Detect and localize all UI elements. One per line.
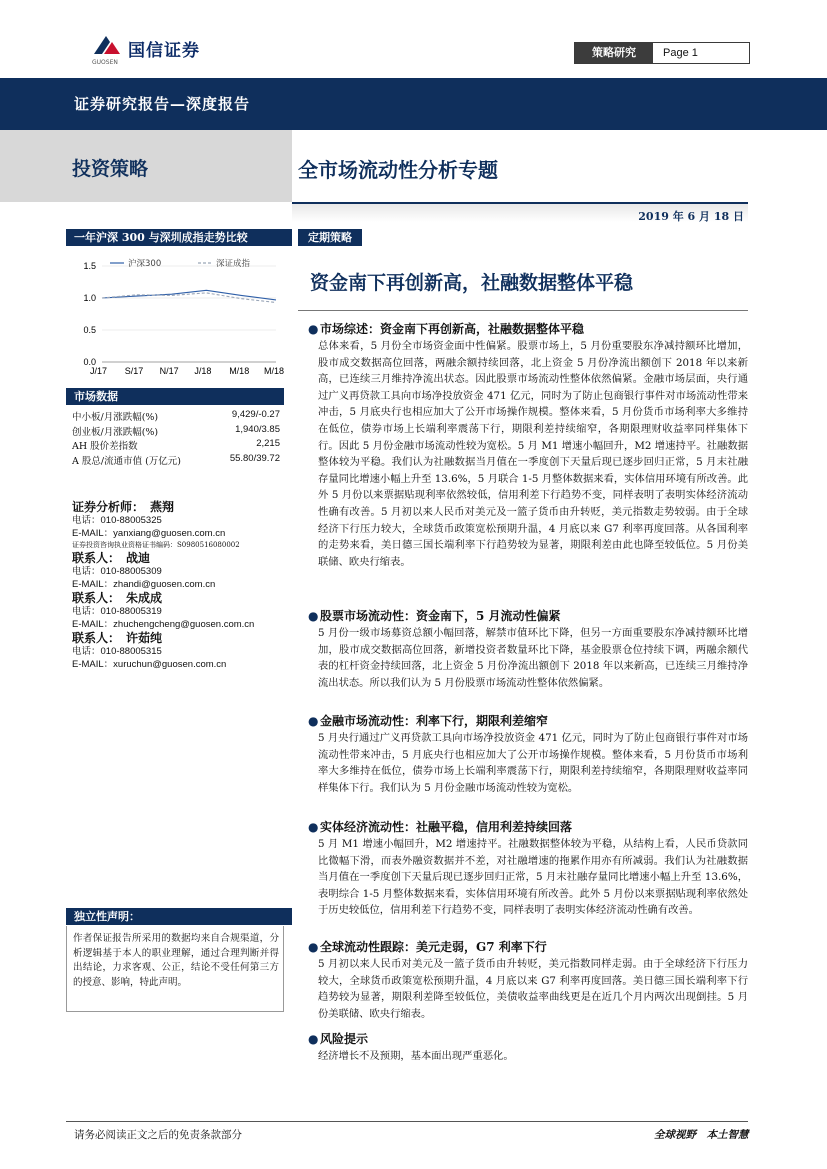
contact-email[interactable]: E-MAIL：xuruchun@guosen.com.cn (72, 658, 227, 670)
contact-role: 联系人： (72, 631, 121, 645)
x-tick-label: S/17 (124, 366, 144, 376)
page-number: Page 1 (663, 47, 698, 59)
category-band (0, 130, 292, 202)
bullet-icon: ● (308, 609, 319, 623)
contact-name: 燕翔 (150, 500, 175, 514)
market-data-value: 9,429/-0.27 (231, 409, 280, 420)
contact-phone: 电话：010-88005325 (72, 515, 162, 526)
contact-name: 朱成成 (126, 591, 163, 605)
market-data-label: 创业板/月涨跌幅(%) (72, 426, 159, 438)
legend-label: 深证成指 (216, 259, 251, 269)
y-tick-label: 1.0 (83, 293, 96, 303)
bullet-icon: ● (308, 820, 319, 834)
body-section (308, 320, 748, 570)
market-data-label: 中小板/月涨跌幅(%) (72, 412, 159, 423)
report-type: 证券研究报告—深度报告 (74, 95, 251, 113)
logo-text-en: GUOSEN (92, 59, 118, 66)
section-heading (308, 818, 748, 836)
bullet-icon: ● (308, 940, 319, 954)
section-title: 全球流动性跟踪：美元走弱，G7 利率下行 (320, 940, 547, 954)
section-text: 5 月央行通过广义再贷款工具向市场净投放资金 471 亿元，同时为了防止包商银行事件对市场流动性带来冲击，5 月底央行也相应加大了公开市场操作规模。整体来看，5 月份货币市场利率大多维持在低位，债券市场上长端利率震荡下行，期限利差持续缩窄，各期限理财收益率同样集体下行。我们认为 5 月份金融市场流动性较为宽松。 (318, 732, 748, 794)
section-text: 5 月份一级市场募资总额小幅回落，解禁市值环比下降，但另一方面重要股东净减持额环比增加，股市成交数据高位回落，新增投资者数量环比下降，基金股票仓位持续下调，两融余额代表的杠杆资金持续回落，北上资金 5 月份净流出额创下 2018 年以来新高，已连续三月维持净流出状态。所以我们认为 5 月份股票市场流动性整体依然偏紧。 (318, 627, 748, 689)
market-data-label: AH 股价差指数 (72, 441, 138, 452)
market-data-label: A 股总/流通市值 (万亿元) (72, 455, 182, 467)
bullet-icon: ● (308, 322, 319, 336)
independence-heading: 独立性声明： (66, 908, 292, 925)
report-kind-badge: 定期策略 (298, 229, 362, 246)
contact-heading (72, 551, 292, 566)
contact-email[interactable]: E-MAIL：zhandi@guosen.com.cn (72, 578, 216, 590)
section-text: 5 月 M1 增速小幅回升，M2 增速持平。社融数据整体较为平稳，从结构上看，人民币贷款同比微幅下滑，而表外融资数据并不差，对社融增速的拖累作用亦有所减弱。我们认为社融数据当月值在一季度创下天量后现已逐步回归正常，5 月末社融存量同比增速小幅上升至 13.6%，表明综合 1-5 月整体数据来看，实体信用环境有所改善。此外 5 月份以来票据贴现利率依然处于历史较低位，信用利差下行趋势不变，同样表明了表明实体经济流动性确有改善。 (318, 838, 748, 917)
market-data-heading: 市场数据 (66, 388, 284, 405)
contact-role: 证券分析师： (72, 500, 145, 514)
contact-heading (72, 500, 292, 515)
market-data-section (66, 388, 284, 465)
report-type-bar (0, 78, 827, 130)
report-tag (574, 42, 750, 64)
contact-role: 联系人： (72, 551, 121, 565)
independence-text: 作者保证报告所采用的数据均来自合规渠道，分析逻辑基于本人的职业理解，通过合理判断并得出结论，力求客观、公正，结论不受任何第三方的授意、影响，特此声明。 (73, 933, 279, 988)
section-title: 股票市场流动性：资金南下，5 月流动性偏紧 (320, 609, 561, 623)
contact-email[interactable]: E-MAIL：zhuchengcheng@guosen.com.cn (72, 618, 255, 630)
report-title: 全市场流动性分析专题 (298, 158, 498, 182)
category-title: 投资策略 (72, 158, 149, 180)
headline: 资金南下再创新高，社融数据整体平稳 (310, 272, 634, 294)
index-comparison-chart (66, 250, 284, 380)
contact-phone: 电话：010-88005319 (72, 606, 162, 617)
x-tick-label: J/18 (194, 366, 212, 376)
contacts-section (72, 500, 292, 671)
section-heading (308, 320, 748, 338)
body-section (308, 1030, 748, 1065)
contact-name: 战迪 (126, 551, 151, 565)
tag-label: 策略研究 (575, 43, 653, 63)
x-tick-label: J/17 (90, 366, 108, 376)
contact-cert: 证券投资咨询执业资格证书编码：S0980516080002 (72, 541, 240, 549)
logo-text: 国信证券 (128, 41, 200, 61)
date-bar (292, 202, 748, 222)
market-data-table (66, 405, 284, 465)
y-tick-label: 0.5 (83, 325, 96, 335)
section-text: 5 月初以来人民币对美元及一篮子货币由升转贬，美元指数同样走弱。由于全球经济下行压力较大，全球货币政策宽松预期升温，4 月底以来 G7 利率再度回落。美日德三国长端利率下行趋势较为显著，期限利差降至较低位，美债收益率曲线更是在近几个月内两次出现倒挂。5 月份美联储、欧央行缩表。 (318, 958, 748, 1020)
market-data-value: 55.80/39.72 (229, 452, 280, 464)
slogan: 全球视野 本土智慧 (654, 1129, 749, 1141)
section-heading (308, 938, 748, 956)
x-tick-label: N/17 (159, 366, 179, 376)
section-heading (308, 712, 748, 730)
body-section (308, 712, 748, 796)
section-title: 市场综述：资金南下再创新高，社融数据整体平稳 (320, 322, 585, 336)
x-tick-label: M/18 (229, 366, 250, 376)
section-text: 总体来看，5 月份全市场资金面中性偏紧。股票市场上，5 月份重要股东净减持额环比增加，股市成交数据高位回落，两融余额持续回落，北上资金 5 月份净流出额创下 2018 年以来新高，已连续三月维持净流出状态。因此股票市场流动性整体依然偏紧。金融市场层面，央行通过广义再贷款工具向市场净投放资金 471 亿元，同时为了防止包商银行事件对市场流动性带来冲击，5 月底央行也相应加大了公开市场操作规模。整体来看，5 月份货币市场利率大多维持在低位，债券市场上长端利率震荡下行，期限利差持续缩窄，各期限理财收益率同样集体下行。因此 5 月份金融市场流动性较为宽松。5 月 M1 增速小幅回升，M2 增速持平。社融数据整体较为平稳。我们认为社融数据当月值在一季度创下天量后现已逐步回归正常，5 月末社融存量同比增速小幅上升至 13.6%，5 月联合 1-5 月整体数据来看，实体信用环境有所改善。此外 5 月份以来票据贴现利率依然较低，信用利差下行趋势不变，同样表明了表明实体经济流动性确有改善。5 月初以来人民币对美元及一篮子货币由升转贬，美元指数走势较弱。由于全球经济下行压力较大，全球货币政策宽松预期升温，4 月底以来 G7 利率再度回落。从各国利率的走势来看，美日德三国长端利率下行趋势较为显著，期限利差由此也降至较低位。5 月份美联储、欧央行缩表。 (318, 340, 748, 568)
bullet-icon: ● (308, 714, 319, 728)
chart-heading: 一年沪深 300 与深圳成指走势比较 (66, 229, 292, 246)
legend-label: 沪深300 (128, 259, 162, 269)
y-tick-label: 0.0 (83, 357, 96, 367)
contact-role: 联系人： (72, 591, 121, 605)
market-data-value: 2,215 (256, 438, 280, 449)
y-tick-label: 1.5 (83, 261, 96, 271)
contact-heading (72, 591, 292, 606)
contact-phone: 电话：010-88005309 (72, 566, 162, 577)
market-data-row (66, 409, 284, 423)
contact-heading (72, 631, 292, 646)
market-data-row (66, 453, 284, 467)
bullet-icon: ● (308, 1032, 319, 1046)
market-data-row (66, 438, 284, 452)
section-title: 实体经济流动性：社融平稳，信用利差持续回落 (320, 820, 573, 834)
body-section (308, 607, 748, 691)
market-data-row (66, 424, 284, 438)
series-line (102, 293, 276, 303)
section-text: 经济增长不及预期，基本面出现严重恶化。 (318, 1050, 514, 1062)
contact-phone: 电话：010-88005315 (72, 646, 162, 657)
section-heading (308, 1030, 748, 1048)
body-section (308, 818, 748, 919)
contact-name: 许茹纯 (126, 631, 163, 645)
x-tick-label: M/18 (264, 366, 284, 376)
footer-divider (66, 1121, 748, 1122)
section-heading (308, 607, 748, 625)
report-date: 2019 年 6 月 18 日 (638, 210, 744, 223)
headline-divider (298, 310, 748, 311)
section-title: 金融市场流动性：利率下行，期限利差缩窄 (320, 714, 549, 728)
company-logo (92, 34, 252, 68)
section-title: 风险提示 (320, 1032, 369, 1046)
market-data-value: 1,940/3.85 (235, 423, 280, 435)
guosen-logo-icon (92, 34, 122, 58)
independence-box (66, 926, 284, 1012)
body-section (308, 938, 748, 1022)
disclaimer-note: 请务必阅读正文之后的免责条款部分 (74, 1129, 242, 1141)
contact-email[interactable]: E-MAIL：yanxiang@guosen.com.cn (72, 527, 226, 539)
